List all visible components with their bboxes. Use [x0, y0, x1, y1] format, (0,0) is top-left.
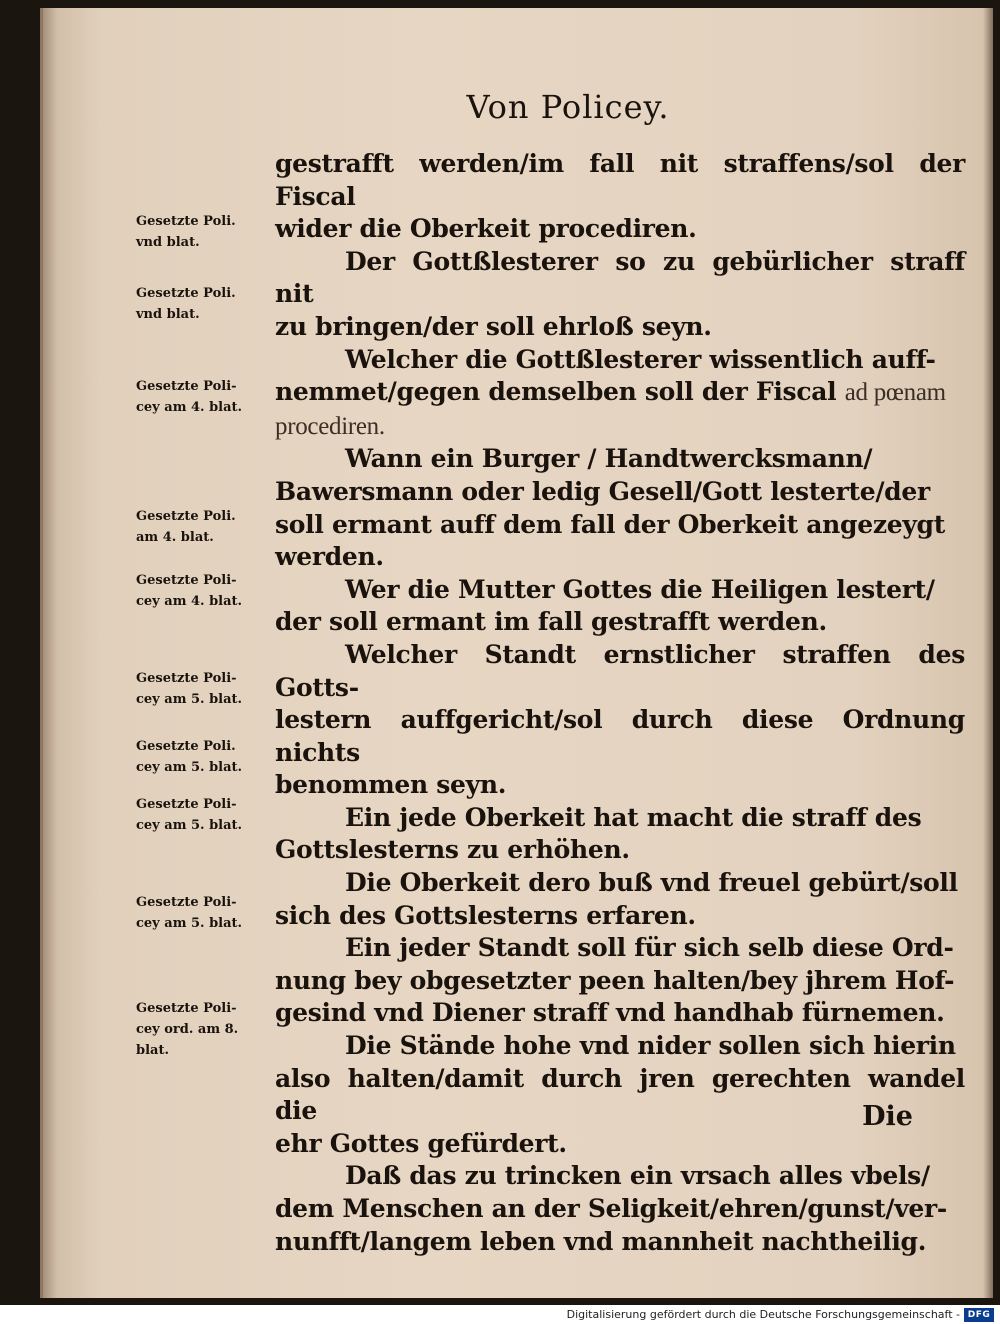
text-line: Ein jeder Standt soll für sich selb diese Ord- — [345, 933, 954, 963]
main-text — [275, 148, 965, 1258]
text-line: Der Gottßlesterer so zu gebürlicher straff nit — [275, 246, 965, 309]
paragraph-1 — [275, 148, 965, 246]
text-line: ehr Gottes gefürdert. — [275, 1128, 567, 1158]
text-line: Die Oberkeit dero buß vnd freuel gebürt/soll — [345, 868, 958, 898]
marginal-note: Gesetzte Poli. vnd blat. — [136, 214, 236, 250]
text-line: der soll ermant im fall gestrafft werden. — [275, 607, 827, 637]
text-line: Ein jede Oberkeit hat macht die straff des — [345, 802, 922, 832]
text-line: Wer die Mutter Gottes die Heiligen lestert/ — [345, 574, 935, 604]
paragraph-5 — [275, 574, 965, 639]
digitization-credit: Digitalisierung gefördert durch die Deutsche Forschungsgemeinschaft - — [0, 1306, 1000, 1324]
text-line: wider die Oberkeit procediren. — [275, 214, 697, 244]
paragraph-11 — [275, 1160, 965, 1258]
marginal-note: Gesetzte Poli- cey am 5. blat. — [136, 671, 243, 707]
text-line: Daß das zu trincken ein vrsach alles vbels/ — [345, 1161, 930, 1191]
running-head: Von Policey. — [466, 88, 670, 126]
paragraph-6 — [275, 639, 965, 802]
marginal-note: Gesetzte Poli. cey am 5. blat. — [136, 739, 243, 775]
marginal-note: Gesetzte Poli. am 4. blat. — [136, 509, 236, 545]
paragraph-9 — [275, 932, 965, 1030]
paragraph-8 — [275, 867, 965, 932]
text-line: gestrafft werden/im fall nit straffens/sol der Fiscal — [275, 149, 965, 211]
text-line: lestern auffgericht/sol durch diese Ordnung nichts — [275, 705, 965, 767]
marginal-note: Gesetzte Poli- cey am 5. blat. — [136, 797, 243, 833]
text-line: dem Menschen an der Seligkeit/ehren/gunst/ver- — [275, 1194, 947, 1223]
text-line: Wann ein Burger / Handtwercksmann/ — [345, 444, 873, 474]
book-page — [40, 8, 993, 1298]
paragraph-2 — [275, 246, 965, 344]
text-line: Welcher die Gottßlesterer wissentlich auff- — [345, 344, 936, 374]
marginal-note: Gesetzte Poli- cey am 4. blat. — [136, 573, 243, 609]
text-line: Welcher Standt ernstlicher straffen des Gotts- — [275, 639, 965, 702]
text-line: zu bringen/der soll ehrloß seyn. — [275, 311, 712, 341]
text-line: gesind vnd Diener straff vnd handhab fürnemen. — [275, 998, 945, 1028]
text-line: Bawersmann oder ledig Gesell/Gott lesterte/der — [275, 476, 930, 506]
catchword: Die — [862, 1101, 913, 1132]
latin-phrase: ad pœnam — [844, 379, 946, 407]
paragraph-4 — [275, 443, 965, 573]
text-line: nunfft/langem leben vnd mannheit nachtheilig. — [275, 1226, 927, 1256]
paragraph-10 — [275, 1030, 965, 1160]
text-line: procediren. — [275, 412, 385, 440]
marginal-note: Gesetzte Poli- cey ord. am 8. blat. — [136, 1001, 239, 1058]
text-line: soll ermant auff dem fall der Oberkeit angezeygt — [275, 509, 945, 539]
paragraph-7 — [275, 802, 965, 867]
paragraph-3 — [275, 344, 965, 444]
dfg-logo: DFG — [964, 1308, 994, 1322]
text-line: Die Stände hohe vnd nider sollen sich hierin — [345, 1031, 956, 1061]
marginal-note: Gesetzte Poli- cey am 5. blat. — [136, 895, 243, 931]
marginal-note: Gesetzte Poli. vnd blat. — [136, 286, 236, 322]
text-line: sich des Gottslesterns erfaren. — [275, 900, 696, 930]
marginal-note: Gesetzte Poli- cey am 4. blat. — [136, 379, 243, 415]
text-line: nemmet/gegen demselben soll der Fiscal — [275, 377, 845, 407]
text-line: werden. — [275, 542, 384, 572]
text-line: also halten/damit durch jren gerechten wandel die — [275, 1063, 965, 1126]
text-line: benommen seyn. — [275, 770, 507, 800]
text-line: nung bey obgesetzter peen halten/bey jhrem Hof- — [275, 965, 955, 995]
text-line: Gottslesterns zu erhöhen. — [275, 835, 630, 865]
